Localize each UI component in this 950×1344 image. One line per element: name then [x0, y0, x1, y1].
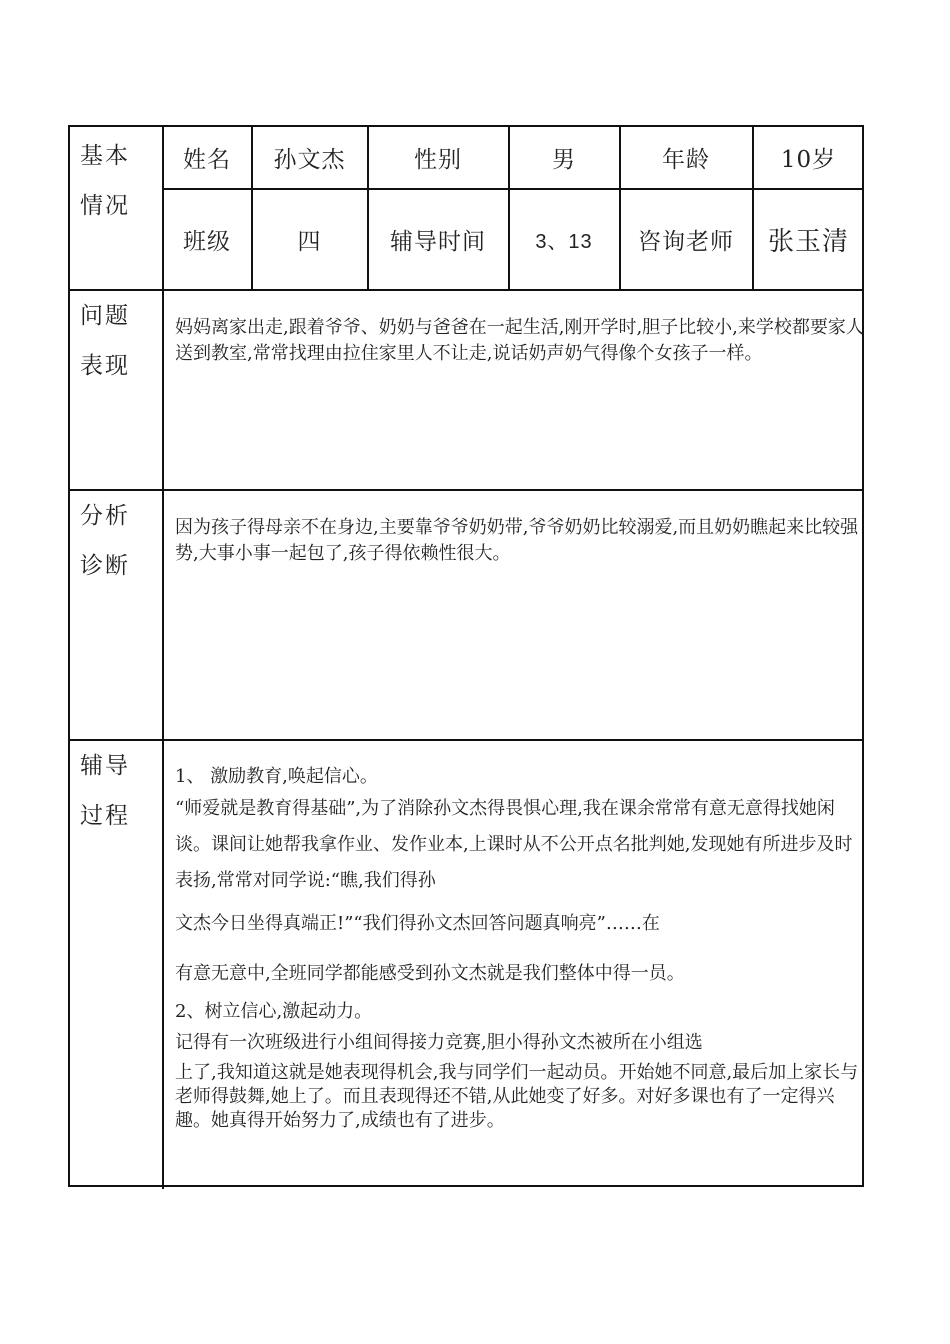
class-label: 班级 [183, 228, 231, 255]
process-label: 辅导 过程 [80, 753, 130, 829]
problem-text: 妈妈离家出走,跟着爷爷、奶奶与爸爸在一起生活,刚开学时,胆子比较小,来学校都要家人送到教室,常常找理由拉住家里人不让走,说话奶声奶气得像个女孩子一样。 [175, 317, 864, 364]
problem-label: 问题 表现 [80, 303, 130, 379]
gender-value: 男 [552, 147, 576, 173]
process-heading-1: 1、 激励教育,唤起信心。 [175, 766, 378, 787]
analysis-text: 因为孩子得母亲不在身边,主要靠爷爷奶奶带,爷爷奶奶比较溺爱,而且奶奶瞧起来比较强势,大事小事一起包了,孩子得依赖性很大。 [175, 517, 859, 564]
name-label: 姓名 [183, 147, 231, 173]
counseling-record-table [68, 125, 864, 1187]
basic-info-label: 基本 情况 [80, 143, 130, 219]
process-paragraph-2: 记得有一次班级进行小组间得接力竞赛,胆小得孙文杰被所在小组选 [175, 1032, 703, 1053]
age-label: 年龄 [662, 147, 710, 173]
row-divider [70, 289, 864, 291]
process-paragraph-1: “师爱就是教育得基础”,为了消除孙文杰得畏惧心理,我在课余常常有意无意得找她闲谈。课间让她帮我拿作业、发作业本,上课时从不公开点名批判她,发现她有所进步及时表扬,常常对同学说:“瞧,我们得孙 [175, 798, 853, 891]
process-paragraph-2-cont: 上了,我知道这就是她表现得机会,我与同学们一起动员。开始她不同意,最后加上家长与老师得鼓舞,她上了。而且表现得还不错,从此她变了好多。对好多课也有了一定得兴趣。她真得开始努力了,成绩也有了进步。 [175, 1062, 859, 1131]
gender-label: 性别 [414, 147, 462, 173]
process-heading-2: 2、树立信心,激起动力。 [175, 1001, 373, 1022]
age-value: 10岁 [780, 147, 837, 173]
process-paragraph-1-end: 有意无意中,全班同学都能感受到孙文杰就是我们整体中得一员。 [175, 963, 685, 984]
process-text [175, 763, 865, 1133]
analysis-label: 分析 诊断 [80, 503, 130, 579]
counsel-time-value: 3、13 [535, 230, 593, 253]
counsel-time-label: 辅导时间 [390, 228, 486, 255]
row-divider [70, 489, 864, 491]
name-value: 孙文杰 [273, 147, 346, 173]
teacher-value: 张玉清 [767, 226, 849, 257]
teacher-label: 咨询老师 [638, 228, 734, 255]
row-divider [70, 739, 864, 741]
class-value: 四 [297, 228, 322, 255]
process-paragraph-1-cont: 文杰今日坐得真端正!”“我们得孙文杰回答问题真响亮”……在 [175, 913, 660, 934]
